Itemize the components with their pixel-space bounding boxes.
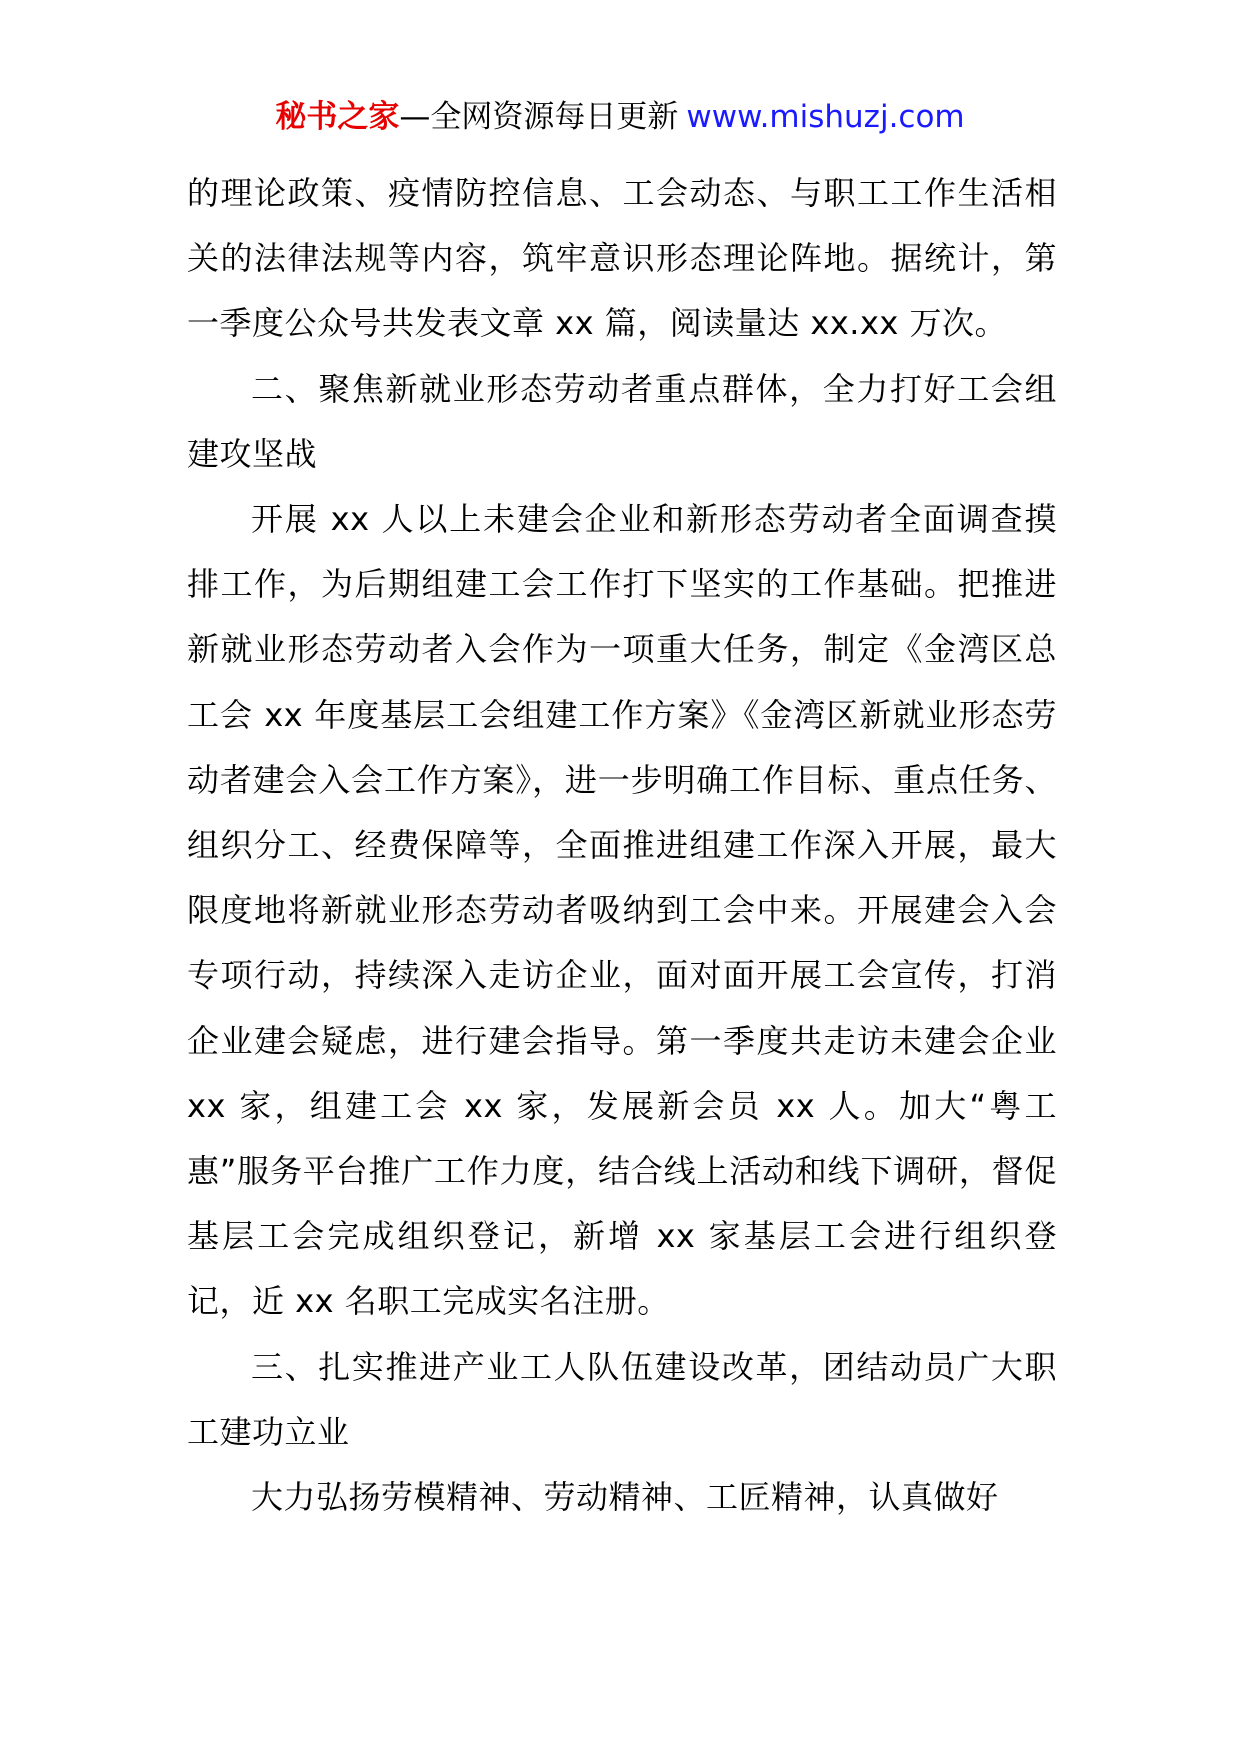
section-heading-2: 二、聚焦新就业形态劳动者重点群体，全力打好工会组建攻坚战 [187, 369, 1057, 473]
website-link[interactable]: www.mishuzj.com [686, 99, 965, 135]
document-body [187, 161, 1057, 1530]
page-header [0, 96, 1240, 138]
paragraph: 开展 xx 人以上未建会企业和新形态劳动者全面调查摸排工作，为后期组建工会工作打下坚实的工作基础。把推进新就业形态劳动者入会作为一项重大任务，制定《金湾区总工会 xx 年度基层工会组建工作方案》《金湾区新就业形态劳动者建会入会工作方案》，进一步明确工作目标、重点任务、组织分工、经费保障等，全面推进组建工作深入开展，最大限度地将新就业形态劳动者吸纳到工会中来。开展建会入会专项行动，持续深入走访企业，面对面开展工会宣传，打消企业建会疑虑，进行建会指导。第一季度共走访未建会企业 xx 家，组建工会 xx 家，发展新会员 xx 人。加大“粤工惠”服务平台推广工作力度，结合线上活动和线下调研，督促基层工会完成组织登记，新增 xx 家基层工会进行组织登记，近 xx 名职工完成实名注册。 [187, 500, 1057, 1321]
paragraph-continued: 的理论政策、疫情防控信息、工会动态、与职工工作生活相关的法律法规等内容，筑牢意识形态理论阵地。据统计，第一季度公众号共发表文章 xx 篇，阅读量达 xx.xx 万次。 [187, 174, 1057, 343]
header-slogan: —全网资源每日更新 [399, 99, 679, 135]
brand-name: 秘书之家 [275, 99, 400, 135]
section-heading-3: 三、扎实推进产业工人队伍建设改革，团结动员广大职工建功立业 [187, 1347, 1057, 1451]
paragraph: 大力弘扬劳模精神、劳动精神、工匠精神，认真做好 [251, 1478, 999, 1517]
